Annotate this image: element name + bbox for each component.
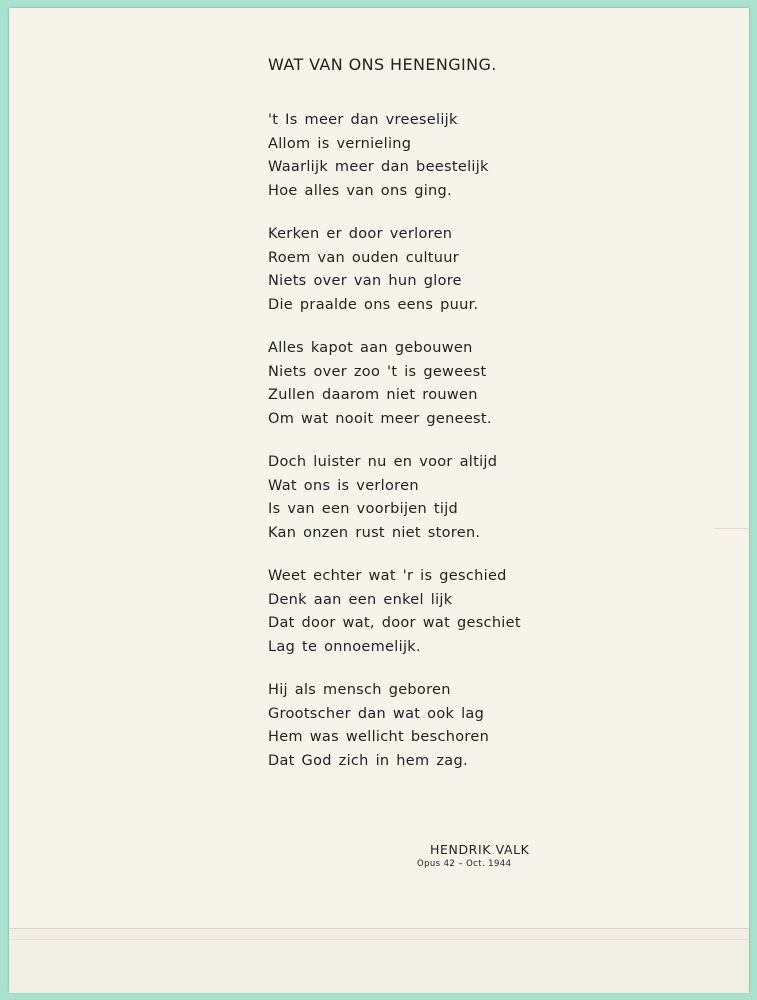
stanza-2 [268, 223, 588, 317]
poem-line: 't Is meer dan vreeselijk [268, 112, 458, 128]
fold-edge-line [9, 939, 749, 940]
opus-date: Opus 42 – Oct. 1944 [417, 859, 512, 869]
poem-line: Lag te onnoemelijk. [268, 638, 421, 655]
poem-line: Zullen daarom niet rouwen [268, 387, 478, 403]
author-name: HENDRIK VALK [430, 842, 530, 857]
poem-line: Dat God zich in hem zag. [268, 752, 468, 769]
stanza-6 [268, 679, 588, 773]
poem [258, 55, 588, 793]
poem-line: Waarlijk meer dan beestelijk [268, 159, 489, 175]
poem-line: Niets over van hun glore [268, 273, 462, 289]
poem-line: Is van een voorbijen tijd [268, 501, 459, 517]
stanza-3 [268, 337, 588, 431]
poem-line: Alles kapot aan gebouwen [268, 340, 473, 356]
poem-line: Denk aan een enkel lijk [268, 591, 453, 608]
poem-line: Wat ons is verloren [268, 477, 419, 494]
poem-line: Hij als mensch geboren [268, 682, 451, 698]
poem-line: Grootscher dan wat ook lag [268, 705, 485, 722]
poem-line: Om wat nooit meer geneest. [268, 410, 492, 427]
stanza-1 [268, 109, 588, 203]
poem-line: Dat door wat, door wat geschiet [268, 615, 521, 631]
poem-line: Allom is vernieling [268, 135, 412, 152]
poem-line: Kan onzen rust niet storen. [268, 524, 481, 541]
poem-line: Hoe alles van ons ging. [268, 182, 452, 199]
stanza-5 [268, 565, 588, 659]
paper-fold-strip [9, 928, 749, 993]
paper-crease [714, 528, 749, 574]
poem-line: Hem was wellicht beschoren [268, 729, 490, 745]
poem-title: WAT VAN ONS HENENGING. [268, 55, 497, 74]
poem-line: Niets over zoo 't is geweest [268, 363, 487, 380]
poem-line: Die praalde ons eens puur. [268, 296, 479, 313]
poem-line: Doch luister nu en voor altijd [268, 454, 498, 470]
poem-line: Roem van ouden cultuur [268, 249, 460, 266]
poem-line: Kerken er door verloren [268, 226, 453, 242]
poem-line: Weet echter wat 'r is geschied [268, 568, 507, 584]
signature-block [417, 842, 530, 870]
stanza-4 [268, 451, 588, 545]
